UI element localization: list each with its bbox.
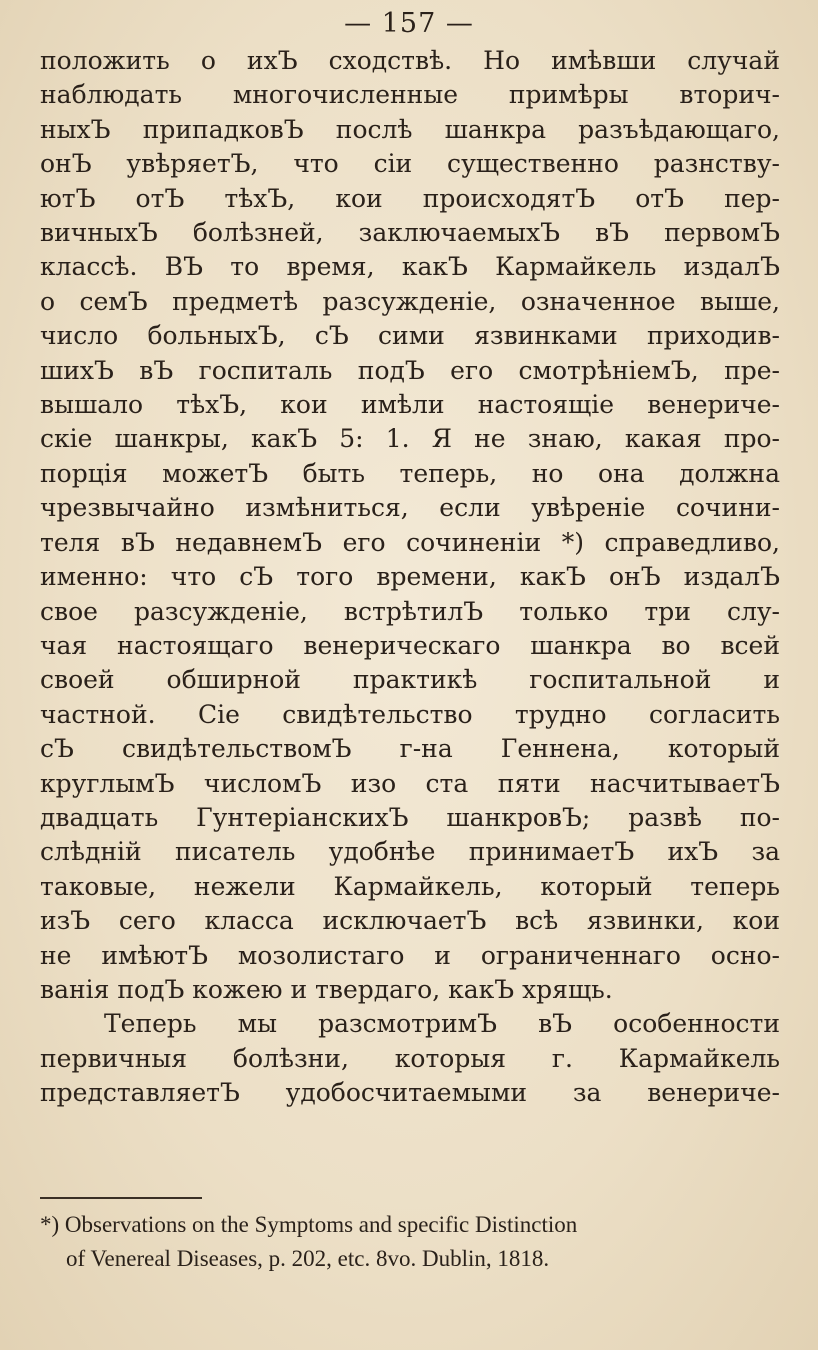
text-line: ванія подЪ кожею и твердаго, какЪ хрящь. [40,974,613,1004]
text-line: частной. Сіе свидѣтельство трудно согласить [40,699,780,729]
text-line: ютЪ отЪ тѣхЪ, кои происходятЪ отЪ пер- [40,183,780,213]
text-line: наблюдать многочисленные примѣры вторич- [40,80,780,110]
text-line: скіе шанкры, какЪ 5: 1. Я не знаю, какая про- [40,424,780,454]
text-line: чрезвычайно измѣниться, если увѣреніе сочини- [40,493,780,523]
text-line: первичныя болѣзни, которыя г. Кармайкель [40,1043,780,1073]
text-line: ныхЪ припадковЪ послѣ шанкра разъѣдающаго, [40,114,780,144]
body-text [40,44,780,1111]
text-line: классѣ. ВЪ то время, какЪ Кармайкель издалЪ [40,252,780,282]
text-line: вичныхЪ болѣзней, заключаемыхЪ вЪ первомЪ [40,218,780,248]
text-line: вышало тѣхЪ, кои имѣли настоящіе венериче- [40,390,780,420]
text-line: свое разсужденіе, встрѣтилЪ только три слу- [40,596,780,626]
text-line: таковые, нежели Кармайкель, который теперь [40,871,780,901]
text-line: представляетЪ удобосчитаемыми за венериче- [40,1078,780,1108]
text-line: круглымЪ числомЪ изо ста пяти насчитываетЪ [40,768,780,798]
text-line: шихЪ вЪ госпиталь подЪ его смотрѣніемЪ, пре- [40,355,780,385]
footnote [40,1208,760,1276]
text-line: порція можетЪ быть теперь, но она должна [40,458,780,488]
page-number: — 157 — [344,8,474,39]
paragraph-start-line: Теперь мы разсмотримЪ вЪ особенности [104,1009,780,1039]
text-line: сЪ свидѣтельствомЪ г-на Геннена, который [40,734,780,764]
text-line: своей обширной практикѣ госпитальной и [40,665,780,695]
footnote-line: *) Observations on the Symptoms and specific Distinction [40,1212,578,1237]
footnote-divider [40,1197,202,1199]
text-line: слѣдній писатель удобнѣе принимаетЪ ихЪ за [40,837,780,867]
text-line: теля вЪ недавнемЪ его сочиненіи *) справедливо, [40,527,780,557]
text-line: именно: что сЪ того времени, какЪ онЪ издалЪ [40,562,780,592]
text-line: двадцать ГунтеріанскихЪ шанкровЪ; развѣ по- [40,802,780,832]
text-line: число больныхЪ, сЪ сими язвинками приходив- [40,321,780,351]
text-line: о семЪ предметѣ разсужденіе, означенное выше, [40,286,780,316]
footnote-line: of Venereal Diseases, p. 202, etc. 8vo. Dublin, 1818. [66,1246,550,1271]
text-line: положить о ихЪ сходствѣ. Но имѣвши случай [40,46,780,75]
text-line: онЪ увѣряетЪ, что сіи существенно разнству- [40,149,780,179]
text-line: чая настоящаго венерическаго шанкра во всей [40,630,780,660]
text-line: не имѣютЪ мозолистаго и ограниченнаго осно- [40,940,780,970]
text-line: изЪ сего класса исключаетЪ всѣ язвинки, кои [40,906,780,936]
